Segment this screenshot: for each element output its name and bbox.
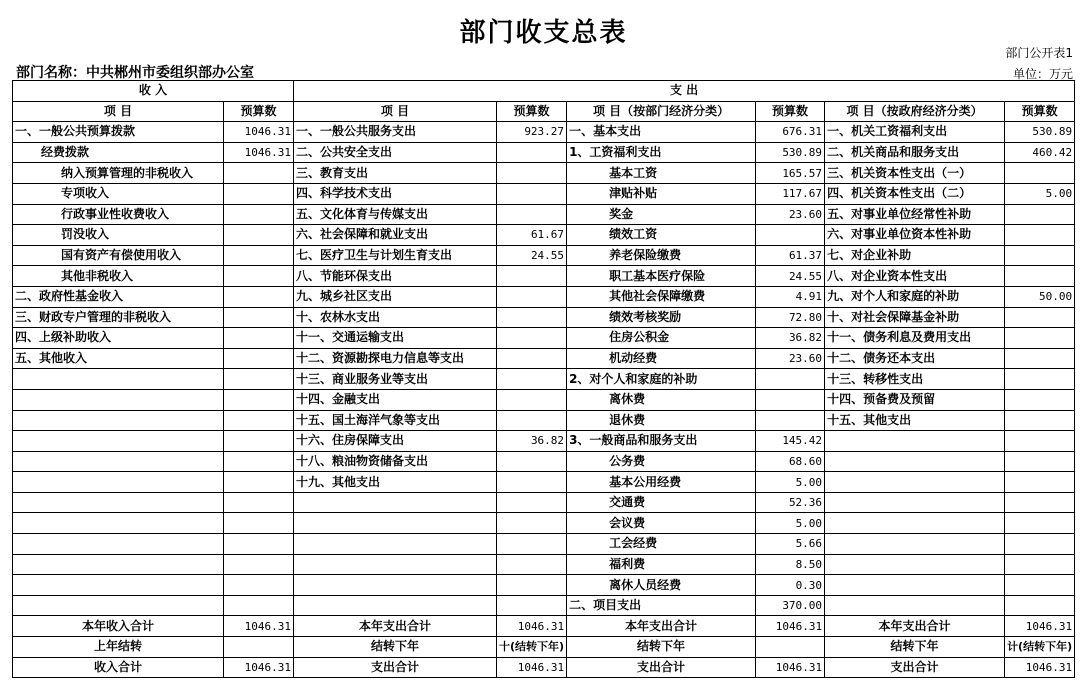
item-cell: 基本公用经费 [567, 472, 756, 493]
budget-cell: 530.89 [756, 142, 825, 163]
col-gov-item: 项 目（按政府经济分类） [825, 101, 1005, 122]
item-cell: 十一、债务利息及费用支出 [825, 328, 1005, 349]
budget-cell [1005, 534, 1075, 555]
item-cell [13, 472, 224, 493]
total-label-cell: 结转下年 [567, 637, 756, 658]
budget-cell: 23.60 [756, 348, 825, 369]
item-cell: 机动经费 [567, 348, 756, 369]
item-cell: 八、节能环保支出 [294, 266, 497, 287]
budget-cell [1005, 328, 1075, 349]
item-cell: 六、社会保障和就业支出 [294, 225, 497, 246]
budget-cell [497, 472, 567, 493]
item-cell: 绩效工资 [567, 225, 756, 246]
item-cell [825, 534, 1005, 555]
budget-cell [497, 328, 567, 349]
income-header: 收 入 [13, 81, 294, 102]
item-cell: 五、文化体育与传媒支出 [294, 204, 497, 225]
total-label-cell: 本年支出合计 [294, 616, 497, 637]
table-row [13, 183, 1075, 204]
page-title: 部门收支总表 [459, 18, 628, 48]
budget-cell [497, 266, 567, 287]
budget-cell [224, 245, 294, 266]
table-row [13, 595, 1075, 616]
col-econ-budget: 预算数 [756, 101, 825, 122]
table-row [13, 369, 1075, 390]
item-cell: 离休人员经费 [567, 575, 756, 596]
item-cell: 三、教育支出 [294, 163, 497, 184]
budget-cell [224, 307, 294, 328]
table-row [13, 245, 1075, 266]
col-income-item: 项 目 [13, 101, 224, 122]
total-value-cell [224, 637, 294, 658]
budget-cell: 530.89 [1005, 122, 1075, 143]
budget-cell [497, 142, 567, 163]
budget-cell [756, 225, 825, 246]
item-cell: 行政事业性收费收入 [13, 204, 224, 225]
item-cell: 3、一般商品和服务支出 [567, 431, 756, 452]
item-cell: 一、一般公共服务支出 [294, 122, 497, 143]
item-cell: 其他社会保障缴费 [567, 286, 756, 307]
table-row [13, 431, 1075, 452]
item-cell: 二、政府性基金收入 [13, 286, 224, 307]
budget-cell: 460.42 [1005, 142, 1075, 163]
item-cell [13, 595, 224, 616]
budget-cell: 0.30 [756, 575, 825, 596]
item-cell: 经费拨款 [13, 142, 224, 163]
budget-summary-table [12, 80, 1075, 678]
budget-cell [756, 410, 825, 431]
budget-cell: 36.82 [497, 431, 567, 452]
budget-cell [224, 451, 294, 472]
budget-cell [224, 225, 294, 246]
item-cell [825, 451, 1005, 472]
table-row [13, 575, 1075, 596]
budget-cell [224, 183, 294, 204]
table-row [13, 492, 1075, 513]
total-row [13, 637, 1075, 658]
item-cell: 住房公积金 [567, 328, 756, 349]
item-cell [13, 410, 224, 431]
budget-cell [224, 575, 294, 596]
budget-cell [497, 534, 567, 555]
col-func-item: 项 目 [294, 101, 497, 122]
table-row [13, 389, 1075, 410]
budget-cell [224, 348, 294, 369]
table-row [13, 266, 1075, 287]
item-cell: 二、公共安全支出 [294, 142, 497, 163]
budget-cell: 5.00 [1005, 183, 1075, 204]
budget-cell [756, 389, 825, 410]
item-cell: 纳入预算管理的非税收入 [13, 163, 224, 184]
col-econ-item: 项 目（按部门经济分类） [567, 101, 756, 122]
table-row [13, 328, 1075, 349]
item-cell: 七、对企业补助 [825, 245, 1005, 266]
item-cell: 养老保险缴费 [567, 245, 756, 266]
item-cell: 二、项目支出 [567, 595, 756, 616]
budget-cell [497, 348, 567, 369]
table-row [13, 142, 1075, 163]
budget-cell [497, 183, 567, 204]
total-label-cell: 结转下年 [825, 637, 1005, 658]
budget-cell [497, 595, 567, 616]
budget-cell [1005, 204, 1075, 225]
budget-cell [224, 534, 294, 555]
total-value-cell: 1046.31 [224, 616, 294, 637]
budget-cell [1005, 389, 1075, 410]
budget-cell [1005, 348, 1075, 369]
table-row [13, 286, 1075, 307]
budget-cell [224, 513, 294, 534]
item-cell [294, 534, 497, 555]
item-cell: 四、科学技术支出 [294, 183, 497, 204]
item-cell: 九、城乡社区支出 [294, 286, 497, 307]
budget-cell: 5.00 [756, 513, 825, 534]
item-cell: 九、对个人和家庭的补助 [825, 286, 1005, 307]
total-value-cell [756, 637, 825, 658]
total-label-cell: 收入合计 [13, 657, 224, 678]
item-cell: 十六、住房保障支出 [294, 431, 497, 452]
item-cell [13, 554, 224, 575]
col-income-budget: 预算数 [224, 101, 294, 122]
total-label-cell: 支出合计 [567, 657, 756, 678]
budget-cell [1005, 245, 1075, 266]
item-cell [13, 431, 224, 452]
form-number: 部门公开表1 [1005, 46, 1073, 60]
column-header-row [13, 101, 1075, 122]
total-value-cell: 1046.31 [756, 616, 825, 637]
item-cell: 四、机关资本性支出（二） [825, 183, 1005, 204]
col-func-budget: 预算数 [497, 101, 567, 122]
total-value-cell: 1046.31 [497, 616, 567, 637]
budget-cell [1005, 225, 1075, 246]
budget-cell: 61.67 [497, 225, 567, 246]
item-cell [294, 513, 497, 534]
budget-cell [497, 389, 567, 410]
budget-cell: 68.60 [756, 451, 825, 472]
item-cell: 五、其他收入 [13, 348, 224, 369]
budget-cell [1005, 369, 1075, 390]
budget-cell [1005, 513, 1075, 534]
budget-cell: 24.55 [497, 245, 567, 266]
budget-cell [1005, 163, 1075, 184]
department-name: 部门名称：中共郴州市委组织部办公室 [16, 65, 254, 81]
item-cell: 福利费 [567, 554, 756, 575]
table-row [13, 410, 1075, 431]
item-cell: 三、机关资本性支出（一） [825, 163, 1005, 184]
budget-cell [497, 554, 567, 575]
budget-cell [224, 431, 294, 452]
budget-cell [224, 204, 294, 225]
item-cell: 公务费 [567, 451, 756, 472]
item-cell: 工会经费 [567, 534, 756, 555]
budget-cell: 4.91 [756, 286, 825, 307]
total-label-cell: 上年结转 [13, 637, 224, 658]
total-value-cell: 1046.31 [1005, 657, 1075, 678]
table-row [13, 472, 1075, 493]
budget-cell: 24.55 [756, 266, 825, 287]
budget-cell [497, 410, 567, 431]
budget-cell: 52.36 [756, 492, 825, 513]
table-row [13, 307, 1075, 328]
budget-cell [497, 369, 567, 390]
item-cell: 十四、预备费及预留 [825, 389, 1005, 410]
budget-cell [224, 472, 294, 493]
table-row [13, 122, 1075, 143]
table-row [13, 554, 1075, 575]
item-cell: 其他非税收入 [13, 266, 224, 287]
budget-cell [1005, 554, 1075, 575]
budget-cell [224, 554, 294, 575]
budget-cell: 5.00 [756, 472, 825, 493]
budget-cell [497, 513, 567, 534]
table-row [13, 225, 1075, 246]
budget-cell: 72.80 [756, 307, 825, 328]
table-row [13, 534, 1075, 555]
item-cell: 十五、国土海洋气象等支出 [294, 410, 497, 431]
item-cell: 绩效考核奖励 [567, 307, 756, 328]
item-cell: 二、机关商品和服务支出 [825, 142, 1005, 163]
total-value-cell: 1046.31 [497, 657, 567, 678]
item-cell: 1、工资福利支出 [567, 142, 756, 163]
item-cell [294, 554, 497, 575]
total-label-cell: 本年收入合计 [13, 616, 224, 637]
item-cell: 一、机关工资福利支出 [825, 122, 1005, 143]
budget-cell: 923.27 [497, 122, 567, 143]
expense-header: 支 出 [294, 81, 1075, 102]
budget-cell: 50.00 [1005, 286, 1075, 307]
total-value-cell: 1046.31 [224, 657, 294, 678]
total-value-cell: 十(结转下年) [497, 637, 567, 658]
item-cell: 十九、其他支出 [294, 472, 497, 493]
item-cell [825, 472, 1005, 493]
item-cell: 职工基本医疗保险 [567, 266, 756, 287]
total-label-cell: 支出合计 [294, 657, 497, 678]
budget-cell: 676.31 [756, 122, 825, 143]
item-cell [294, 575, 497, 596]
total-label-cell: 结转下年 [294, 637, 497, 658]
budget-cell: 1046.31 [224, 142, 294, 163]
budget-cell [224, 369, 294, 390]
section-header-row [13, 81, 1075, 102]
item-cell: 十五、其他支出 [825, 410, 1005, 431]
budget-cell [497, 575, 567, 596]
item-cell [825, 513, 1005, 534]
item-cell: 七、医疗卫生与计划生育支出 [294, 245, 497, 266]
total-row [13, 657, 1075, 678]
item-cell [294, 492, 497, 513]
total-row [13, 616, 1075, 637]
item-cell [825, 431, 1005, 452]
budget-cell: 8.50 [756, 554, 825, 575]
total-label-cell: 本年支出合计 [567, 616, 756, 637]
item-cell: 专项收入 [13, 183, 224, 204]
item-cell: 十三、转移性支出 [825, 369, 1005, 390]
item-cell: 五、对事业单位经常性补助 [825, 204, 1005, 225]
item-cell: 四、上级补助收入 [13, 328, 224, 349]
item-cell [825, 575, 1005, 596]
budget-cell [1005, 266, 1075, 287]
item-cell: 津贴补贴 [567, 183, 756, 204]
budget-cell [224, 595, 294, 616]
budget-cell [497, 492, 567, 513]
budget-cell [1005, 492, 1075, 513]
item-cell: 离休费 [567, 389, 756, 410]
table-row [13, 451, 1075, 472]
item-cell: 一、一般公共预算拨款 [13, 122, 224, 143]
item-cell [825, 492, 1005, 513]
budget-cell: 36.82 [756, 328, 825, 349]
item-cell [13, 369, 224, 390]
budget-cell [497, 451, 567, 472]
item-cell [13, 389, 224, 410]
item-cell: 十、农林水支出 [294, 307, 497, 328]
table-row [13, 204, 1075, 225]
item-cell: 八、对企业资本性支出 [825, 266, 1005, 287]
item-cell [294, 595, 497, 616]
budget-cell [1005, 307, 1075, 328]
budget-cell: 370.00 [756, 595, 825, 616]
item-cell [13, 492, 224, 513]
item-cell [13, 575, 224, 596]
item-cell: 六、对事业单位资本性补助 [825, 225, 1005, 246]
item-cell [825, 554, 1005, 575]
budget-cell [756, 369, 825, 390]
budget-cell [1005, 472, 1075, 493]
budget-cell [497, 286, 567, 307]
budget-cell: 117.67 [756, 183, 825, 204]
total-value-cell: 1046.31 [1005, 616, 1075, 637]
table-row [13, 163, 1075, 184]
item-cell: 2、对个人和家庭的补助 [567, 369, 756, 390]
budget-cell: 61.37 [756, 245, 825, 266]
item-cell [825, 595, 1005, 616]
total-value-cell: 计(结转下年) [1005, 637, 1075, 658]
item-cell: 十二、债务还本支出 [825, 348, 1005, 369]
budget-cell [1005, 410, 1075, 431]
budget-cell [1005, 431, 1075, 452]
budget-cell [224, 492, 294, 513]
total-label-cell: 支出合计 [825, 657, 1005, 678]
budget-cell [224, 389, 294, 410]
item-cell: 会议费 [567, 513, 756, 534]
item-cell: 十八、粮油物资储备支出 [294, 451, 497, 472]
table-row [13, 513, 1075, 534]
budget-cell: 23.60 [756, 204, 825, 225]
item-cell [13, 451, 224, 472]
item-cell: 十三、商业服务业等支出 [294, 369, 497, 390]
budget-cell [224, 328, 294, 349]
col-gov-budget: 预算数 [1005, 101, 1075, 122]
item-cell: 交通费 [567, 492, 756, 513]
item-cell: 十一、交通运输支出 [294, 328, 497, 349]
budget-cell [224, 266, 294, 287]
item-cell: 罚没收入 [13, 225, 224, 246]
budget-cell [224, 163, 294, 184]
table-row [13, 348, 1075, 369]
budget-cell [497, 163, 567, 184]
budget-cell: 1046.31 [224, 122, 294, 143]
item-cell: 奖金 [567, 204, 756, 225]
budget-cell [1005, 575, 1075, 596]
item-cell: 十二、资源勘探电力信息等支出 [294, 348, 497, 369]
budget-cell: 5.66 [756, 534, 825, 555]
budget-cell [1005, 595, 1075, 616]
budget-cell [497, 307, 567, 328]
budget-cell [224, 286, 294, 307]
item-cell: 十四、金融支出 [294, 389, 497, 410]
budget-cell: 145.42 [756, 431, 825, 452]
budget-cell [224, 410, 294, 431]
item-cell: 十、对社会保障基金补助 [825, 307, 1005, 328]
item-cell: 三、财政专户管理的非税收入 [13, 307, 224, 328]
item-cell: 国有资产有偿使用收入 [13, 245, 224, 266]
item-cell: 基本工资 [567, 163, 756, 184]
unit-label: 单位：万元 [1012, 67, 1073, 81]
item-cell: 退休费 [567, 410, 756, 431]
budget-cell [1005, 451, 1075, 472]
item-cell: 一、基本支出 [567, 122, 756, 143]
item-cell [13, 534, 224, 555]
total-value-cell: 1046.31 [756, 657, 825, 678]
item-cell [13, 513, 224, 534]
total-label-cell: 本年支出合计 [825, 616, 1005, 637]
budget-cell [497, 204, 567, 225]
budget-cell: 165.57 [756, 163, 825, 184]
